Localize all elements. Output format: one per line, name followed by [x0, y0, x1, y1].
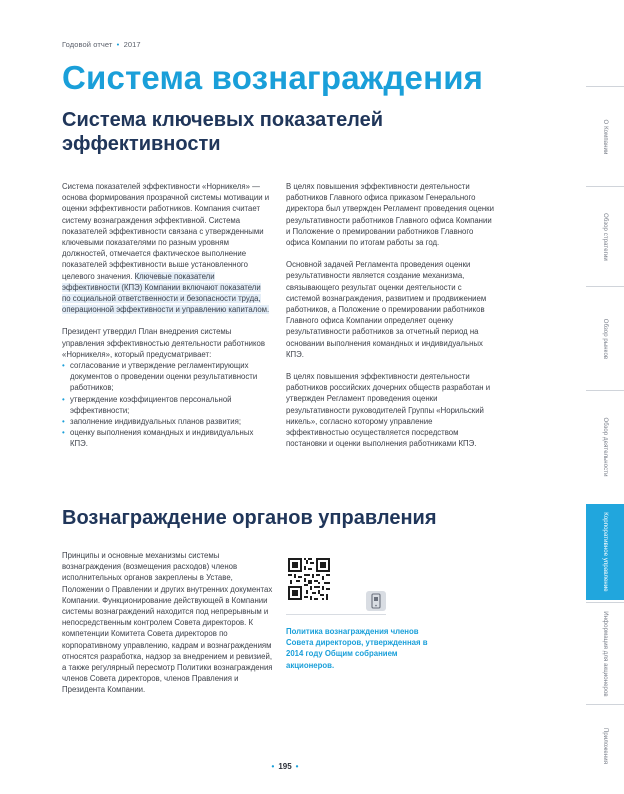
smartphone-icon	[365, 590, 387, 612]
side-navigation	[586, 86, 624, 786]
paragraph	[62, 181, 270, 315]
side-tab-shareholders[interactable]	[586, 602, 624, 704]
paragraph: Основной задачей Регламента проведения оценки результативности является создание механизма, связывающего результат оценки деятельности с системой вознаграждения, развитием и продвижением работников, а Положение о премировании работников Главного офиса Компании определяет оценку результативности работников за отчетный период на основании выполнения командных и индивидуальных КПЭ.	[286, 260, 487, 359]
list-item: • оценку выполнения командных и индивидуальных КПЭ.	[62, 427, 270, 449]
separator-dot: •	[295, 762, 299, 771]
report-year: 2017	[123, 40, 141, 49]
page-title: Система вознаграждения	[62, 59, 484, 96]
list-item: • согласование и утверждение регламентирующих документов о проведении оценки результативности работников;	[62, 360, 270, 394]
side-tab-label: Информация для акционеров	[602, 610, 608, 697]
paragraph: В целях повышения эффективности деятельности работников Главного офиса приказом Генерального директора был утвержден Регламент проведения оценки результативности работников Главного офиса Компании и Положение о премировании работников Главного офиса Компании по итогам работы за год.	[286, 182, 494, 248]
highlighted-text: Ключевые показатели эффективности (КПЭ) Компании включают показатели по социальной ответственности и безопасности труда, операционной эффективности и управлению капиталом.	[62, 271, 270, 315]
paragraph: Принципы и основные механизмы системы вознаграждения (возмещения расходов) членов исполнительных органов закреплены в Уставе, Положении о Правлении и других внутренних документах Компании. Функционирование действующей в Компании системы вознаграждений находится под непрерывным и непосредственным контролем Совета директоров. К компетенции Комитета Совета директоров по корпоративному управлению, кадрам и вознаграждениям относятся разработка, надзор за внедрением и ревизией, а также регулярный пересмотр Политики вознаграждения членов Совета директоров, членов Правления и Президента Компании.	[62, 551, 273, 695]
page-number-value: 195	[278, 762, 292, 771]
divider	[286, 614, 386, 615]
report-label: Годовой отчет	[62, 40, 113, 49]
qr-caption-link[interactable]: Политика вознаграждения членов Совета директоров, утвержденная в 2014 году Общим собранием акционеров.	[286, 627, 428, 670]
column-right	[286, 181, 496, 460]
side-tab-appendices[interactable]	[586, 704, 624, 786]
list-item: • утверждение коэффициентов персональной эффективности;	[62, 394, 270, 416]
side-tab-governance[interactable]	[586, 504, 624, 600]
paragraph: Президент утвердил План внедрения системы управления эффективностью деятельности работников «Норникеля», который предусматривает:	[62, 327, 266, 359]
section-title-kpi: Система ключевых показателей эффективности	[62, 109, 384, 155]
side-tab-label: Обзор деятельности	[602, 416, 608, 477]
side-tab-label: Обзор рынков	[602, 318, 608, 359]
side-tab-about[interactable]	[586, 86, 624, 186]
side-tab-label: О Компании	[602, 119, 608, 154]
side-tab-label: Приложения	[602, 727, 608, 764]
qr-code[interactable]	[286, 556, 332, 602]
section-title-governance: Вознаграждение органов управления	[62, 507, 437, 529]
side-tab-label: Корпоративное управление	[602, 512, 608, 592]
column-left	[62, 181, 270, 450]
running-header	[62, 40, 141, 49]
separator-dot: •	[116, 40, 120, 49]
side-tab-markets[interactable]	[586, 286, 624, 390]
column-governance	[62, 550, 274, 707]
page-number	[0, 762, 570, 771]
side-tab-strategy[interactable]	[586, 186, 624, 286]
list-item: • заполнение индивидуальных планов развития;	[62, 416, 270, 427]
side-tab-operations[interactable]	[586, 390, 624, 502]
side-tab-label: Обзор стратегии	[602, 212, 608, 261]
bullet-list	[62, 360, 270, 450]
paragraph: В целях повышения эффективности деятельности работников российских дочерних обществ разработан и утвержден Регламент проведения оценки результативности руководителей Группы «Норильский никель», согласно которому управление эффективностью осуществляется посредством постановки и оценки выполнения работниками КПЭ.	[286, 372, 491, 449]
separator-dot: •	[271, 762, 275, 771]
paragraph-text: Система показателей эффективности «Норникеля» — основа формирования прозрачной системы мотивации и оценки эффективности работников. Компания считает систему вознаграждения эффективной. Система показателей эффективности связана с утвержденными ключевыми показателями по разным уровням должностей, отмечается фактическое выполнение показателей эффективности выше установленного целевого значения.	[62, 182, 270, 281]
